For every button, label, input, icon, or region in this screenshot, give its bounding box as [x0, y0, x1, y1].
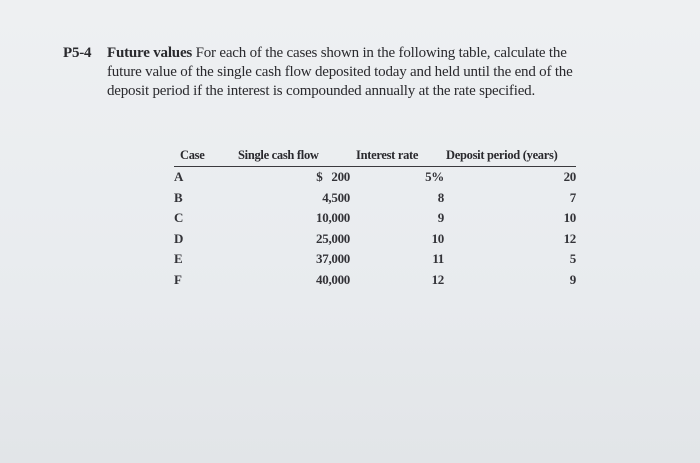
cell-cash-flow: 4,500 [322, 189, 350, 205]
table-row [174, 249, 576, 270]
cell-deposit-period: 12 [563, 230, 576, 246]
header-cash-flow: Single cash flow [230, 148, 350, 167]
problem-text-line-2: future value of the single cash flow deposited today and held until the end of the [107, 64, 573, 80]
problem-text-line-1: For each of the cases shown in the following table, calculate the [195, 45, 567, 61]
cell-cash-flow: 10,000 [316, 210, 350, 226]
cell-case: D [174, 230, 184, 246]
table-row [174, 167, 576, 188]
cell-deposit-period: 10 [563, 210, 576, 226]
cell-interest-rate: 11 [432, 251, 444, 267]
cell-deposit-period: 5 [569, 251, 576, 267]
cash-flow-value: 200 [331, 169, 350, 185]
cell-interest-rate: 9 [437, 210, 444, 226]
table-row [174, 188, 576, 209]
table-header-row [174, 148, 576, 167]
header-interest-rate: Interest rate [350, 148, 444, 167]
problem-number: P5-4 [63, 45, 92, 61]
problem-text-line-3: deposit period if the interest is compounded annually at the rate specified. [107, 83, 535, 99]
cell-interest-rate: 5% [425, 169, 444, 185]
cell-interest-rate: 8 [437, 189, 444, 205]
cell-deposit-period: 7 [569, 189, 576, 205]
problem-body [107, 44, 627, 101]
currency-symbol: $ [316, 169, 323, 185]
header-case: Case [174, 148, 230, 167]
header-deposit-period: Deposit period (years) [444, 148, 576, 167]
problem-lead: Future values [107, 45, 193, 61]
cases-table [174, 148, 576, 290]
cell-cash-flow [230, 167, 350, 188]
cell-case: F [174, 271, 182, 287]
table-row [174, 208, 576, 229]
cell-case: C [174, 210, 184, 226]
table-row [174, 270, 576, 291]
cell-case: A [174, 169, 184, 185]
cell-cash-flow: 25,000 [316, 230, 350, 246]
cell-cash-flow: 37,000 [316, 251, 350, 267]
cell-interest-rate: 12 [431, 271, 444, 287]
page-lower-band [0, 330, 700, 463]
cell-cash-flow: 40,000 [316, 271, 350, 287]
table-row [174, 229, 576, 250]
cell-case: B [174, 189, 183, 205]
cell-case: E [174, 251, 183, 267]
cell-deposit-period: 9 [569, 271, 576, 287]
cell-interest-rate: 10 [431, 230, 444, 246]
cell-deposit-period: 20 [563, 169, 576, 185]
